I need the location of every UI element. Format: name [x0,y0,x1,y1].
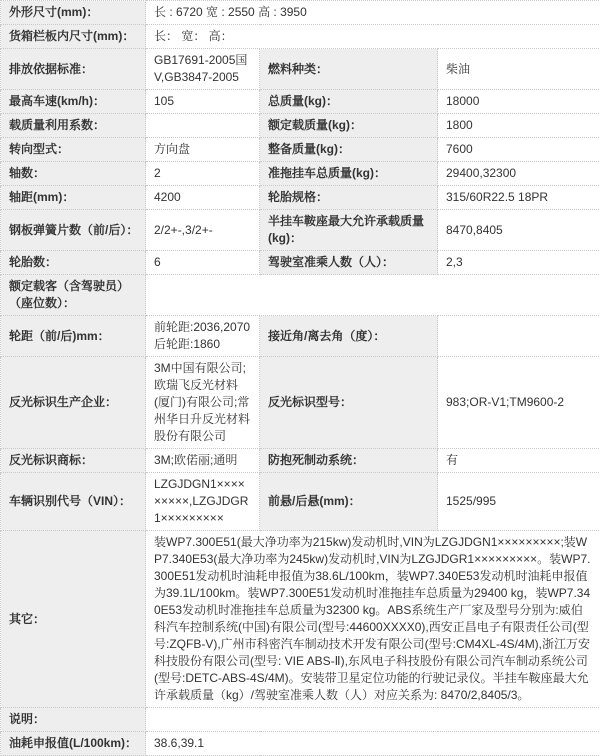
row-value: 6 [146,251,260,275]
table-row [1,251,600,275]
row-value: 2/2+-,3/2+- [146,210,260,251]
row-label: 整备质量(kg)： [260,138,438,162]
row-label: 反光标识商标： [1,449,146,473]
row-label: 排放依据标准： [1,49,146,90]
row-label: 油耗申报值(L/100km)： [1,732,146,756]
row-label: 外形尺寸(mm)： [1,1,146,25]
table-row [1,162,600,186]
table-row [1,114,600,138]
row-value: 柴油 [438,49,600,90]
table-row [1,25,600,49]
row-label: 轴数： [1,162,146,186]
row-label: 反光标识生产企业： [1,357,146,449]
table-row [1,316,600,357]
row-label: 车辆识别代号（VIN）： [1,473,146,531]
table-row [1,90,600,114]
table-row [1,708,600,732]
row-value: 3M;欧偌丽;通明 [146,449,260,473]
row-value [146,275,600,316]
row-value: 1525/995 [438,473,600,531]
row-value: 长 : 6720 宽 : 2550 高 : 3950 [146,1,600,25]
row-value: 有 [438,449,600,473]
row-value [146,708,600,732]
row-label: 转向型式： [1,138,146,162]
table-row [1,531,600,708]
row-value: 18000 [438,90,600,114]
row-label: 前悬/后悬(mm)： [260,473,438,531]
row-value: 装WP7.300E51(最大净功率为215kw)发动机时,VIN为LZGJDGN1×××××××××;装WP7.340E53(最大净功率为245kw)发动机时,VIN为LZGJDGR1×××××××××。装WP7.300E51发动机时油耗申报值为38.6L/100km，装WP7.340E53发动机时油耗申报值为39.1L/100km。装WP7.300E51发动机时准拖挂车总质量为29400 kg，装WP7.340E53发动机时准拖挂车总质量为32300 kg。ABS系统生产厂家及型号分别为:威伯科汽车控制系统(中国)有限公司(型号:44600XXXX0),西安正昌电子有限责任公司(型号:ZQFB-V),广州市科密汽车制动技术开发有限公司(型号:CM4XL-4S/4M),浙江万安科技股份有限公司(型号: VIE ABS-Ⅱ),东风电子科技股份有限公司汽车制动系统公司(型号:DETC-ABS-4S/4M)。安装带卫星定位功能的行驶记录仪。半挂车鞍座最大允许承载质量（kg）/驾驶室准乘人数（人）对应关系为: 8470/2,8405/3。 [146,531,600,708]
table-row [1,449,600,473]
row-value: 315/60R22.5 18PR [438,186,600,210]
row-label: 额定载质量(kg)： [260,114,438,138]
row-value: LZGJDGN1×××××××××,LZGJDGR1××××××××× [146,473,260,531]
table-row [1,138,600,162]
row-value: 前轮距:2036,2070 后轮距:1860 [146,316,260,357]
row-label: 说明： [1,708,146,732]
row-value: GB17691-2005国V,GB3847-2005 [146,49,260,90]
row-label: 轮距（前/后)mm： [1,316,146,357]
row-value: 8470,8405 [438,210,600,251]
row-label: 轴距(mm)： [1,186,146,210]
row-value: 4200 [146,186,260,210]
row-label: 载质量利用系数： [1,114,146,138]
row-value: 2 [146,162,260,186]
row-label: 额定载客（含驾驶员）（座位数）： [1,275,146,316]
table-row [1,186,600,210]
row-label: 钢板弹簧片数（前/后）： [1,210,146,251]
row-value: 2,3 [438,251,600,275]
row-label: 最高车速(km/h)： [1,90,146,114]
row-label: 反光标识型号： [260,357,438,449]
row-label: 其它： [1,531,146,708]
spec-table-body [1,1,600,756]
row-label: 轮胎规格： [260,186,438,210]
table-row [1,1,600,25]
row-value: 105 [146,90,260,114]
row-label: 轮胎数： [1,251,146,275]
table-row [1,357,600,449]
row-label: 接近角/离去角（度）： [260,316,438,357]
table-row [1,732,600,756]
table-row [1,210,600,251]
row-value: 7600 [438,138,600,162]
row-value: 29400,32300 [438,162,600,186]
row-value: 1800 [438,114,600,138]
table-row [1,49,600,90]
row-label: 半挂车鞍座最大允许承载质量(kg)： [260,210,438,251]
table-row [1,473,600,531]
row-value: 3M中国有限公司;欧瑞飞反光材料(厦门)有限公司;常州华日升反光材料股份有限公司 [146,357,260,449]
row-label: 燃料种类： [260,49,438,90]
row-label: 防抱死制动系统： [260,449,438,473]
row-label: 准拖挂车总质量(kg)： [260,162,438,186]
row-label: 货箱栏板内尺寸(mm)： [1,25,146,49]
row-value [146,114,260,138]
row-value: 38.6,39.1 [146,732,600,756]
row-label: 驾驶室准乘人数（人）： [260,251,438,275]
row-value: 983;OR-V1;TM9600-2 [438,357,600,449]
row-value: 长： 宽： 高： [146,25,600,49]
table-row [1,275,600,316]
row-value [438,316,600,357]
row-value: 方向盘 [146,138,260,162]
row-label: 总质量(kg)： [260,90,438,114]
